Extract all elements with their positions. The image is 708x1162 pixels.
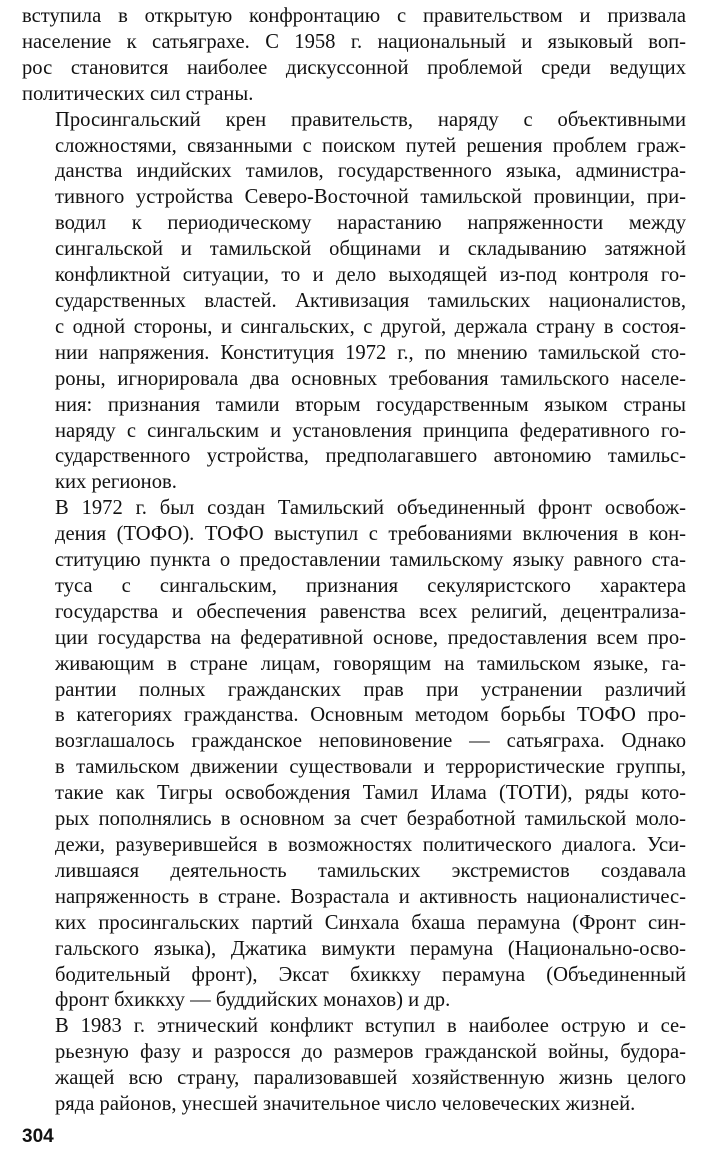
text-line: Просингальский крен правительств, наряду с объективными (55, 108, 686, 131)
text-line: лившаяся деятельность тамильских экстремистов создавала (55, 859, 686, 882)
text-line: сударственного устройства, предполагавшего автономию тамильс- (55, 445, 686, 468)
text-line: рантии полных гражданских прав при устранении различий (55, 678, 686, 701)
text-line: вступила в открытую конфронтацию с правительством и призвала (22, 5, 686, 27)
page-number: 304 (22, 1126, 54, 1147)
text-line: гальского языка), Джатика вимукти перамуна (Национально-осво- (55, 937, 686, 960)
text-line: возглашалось гражданское неповиновение — сатьяграха. Однако (55, 730, 686, 753)
text-line: с одной стороны, и сингальских, с другой, держала страну в состоя- (55, 315, 686, 338)
text-line: наряду с сингальским и установления принципа федеративного го- (55, 419, 686, 442)
text-line: дежи, разуверившейся в возможностях политического диалога. Уси- (55, 834, 686, 856)
text-line: фронт бхиккху — буддийских монахов) и др. (55, 989, 451, 1012)
text-line: ституцию пункта о предоставлении тамильскому языку равного ста- (55, 549, 686, 572)
text-line: ких просингальских партий Синхала бхаша перамуна (Фронт син- (55, 911, 686, 934)
text-line: дения (ТОФО). ТОФО выступил с требованиями включения в кон- (55, 523, 686, 546)
book-page (22, 4, 686, 1154)
text-line: в категориях гражданства. Основным методом борьбы ТОФО про- (55, 704, 686, 727)
text-line: ции государства на федеративной основе, предоставления всем про- (55, 626, 686, 649)
text-line: роны, игнорировала два основных требования тамильского населе- (55, 367, 686, 390)
text-line: нии напряжения. Конституция 1972 г., по мнению тамильской сто- (55, 341, 686, 364)
text-line: бодительный фронт), Эксат бхиккху перамуна (Объединенный (55, 963, 686, 986)
paragraph (22, 108, 686, 497)
text-line: рьезную фазу и разросся до размеров гражданской войны, будора- (55, 1041, 686, 1064)
text-line: в тамильском движении существовали и террористические группы, (55, 756, 686, 779)
text-line: живающим в стране лицам, говорящим на тамильском языке, га- (55, 652, 686, 675)
text-line: В 1972 г. был создан Тамильский объединенный фронт освобож- (55, 497, 686, 520)
page-body (22, 4, 686, 1118)
text-line: данства индийских тамилов, государственного языка, администра- (55, 160, 686, 183)
text-line: государства и обеспечения равенства всех религий, децентрализа- (55, 600, 686, 623)
text-line: ряда районов, унесшей значительное число человеческих жизней. (55, 1093, 636, 1116)
text-line: сударственных властей. Активизация тамильских националистов, (55, 289, 686, 312)
text-line: туса с сингальским, признания секуляристского характера (55, 574, 686, 597)
text-line: рых пополнялись в основном за счет безработной тамильской моло- (55, 808, 686, 831)
paragraph (22, 496, 686, 1014)
text-line: В 1983 г. этнический конфликт вступил в наиболее острую и се- (55, 1015, 686, 1038)
text-line: ния: признания тамили вторым государственным языком страны (55, 393, 686, 416)
paragraph (22, 4, 686, 108)
text-line: ких регионов. (55, 471, 177, 494)
text-line: население к сатьяграхе. С 1958 г. национальный и языковый воп- (22, 30, 686, 53)
text-line: политических сил страны. (22, 82, 254, 105)
text-line: сложностями, связанными с поиском путей решения проблем граж- (55, 134, 686, 157)
text-line: рос становится наиболее дискуссонной проблемой среди ведущих (22, 56, 686, 79)
text-line: напряженность в стране. Возрастала и активность националистичес- (55, 885, 686, 908)
text-line: водил к периодическому нарастанию напряженности между (55, 212, 686, 235)
text-line: конфликтной ситуации, то и дело выходящей из-под контроля го- (55, 264, 686, 287)
paragraph (22, 1014, 686, 1118)
text-line: тивного устройства Северо-Восточной тамильской провинции, при- (55, 186, 686, 209)
text-line: жащей всю страну, парализовавшей хозяйственную жизнь целого (55, 1067, 686, 1090)
text-line: такие как Тигры освобождения Тамил Илама (ТОТИ), ряды кото- (55, 782, 686, 805)
text-line: сингальской и тамильской общинами и складыванию затяжной (55, 238, 686, 261)
